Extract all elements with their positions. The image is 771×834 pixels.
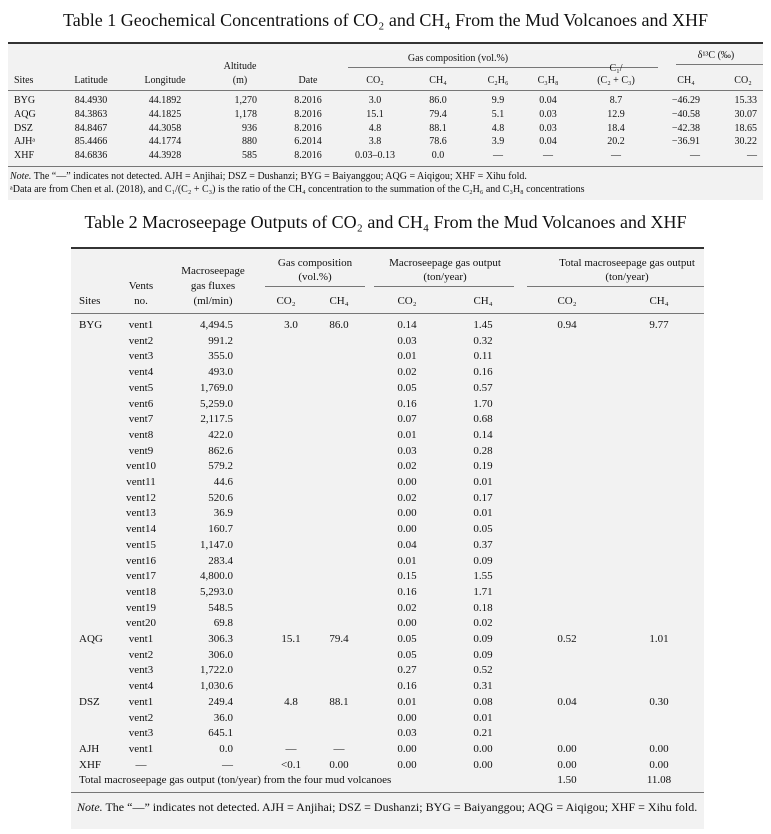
t1-latitude-header: Latitude [74, 75, 108, 86]
t2-output-unit: (ton/year) [423, 271, 467, 283]
t2-flux-header-1: Macroseepage [181, 265, 245, 277]
t2-cell-oco2: 0.14 [397, 319, 417, 331]
t1-cell-date: 8.2016 [294, 95, 322, 106]
t2-cell-flux: 306.0 [208, 648, 233, 661]
t2-cell-gch4: 0.00 [329, 758, 349, 771]
t2-gas-composition-unit: (vol.%) [298, 271, 332, 283]
t2-cell-oco2: 0.15 [397, 570, 417, 583]
t1-gas-group-label: Gas composition (vol.%) [407, 53, 509, 64]
t2-cell-flux: 1,769.0 [200, 381, 233, 394]
t1-cell-ch4: 86.0 [429, 95, 447, 106]
t2-cell-vent: vent4 [128, 680, 154, 693]
t2-cell-oco2: 0.00 [397, 523, 417, 536]
t1-co2-header: CO₂ [366, 75, 384, 86]
t2-cell-gco2: — [285, 742, 297, 755]
t1-d13c-group-rule [676, 64, 763, 65]
t2-cell-vent: vent4 [128, 366, 154, 379]
t2-cell-flux: 1,722.0 [200, 664, 233, 677]
t2-cell-vent: vent2 [128, 711, 154, 724]
t2-cell-flux: 4,800.0 [200, 570, 233, 583]
t2-cell-oco2: 0.05 [397, 381, 417, 394]
t1-cell-alt: 1,270 [234, 95, 257, 106]
t2-cell-flux: — [222, 758, 233, 771]
t2-cell-site: XHF [79, 758, 102, 771]
t1-cell-ratio: — [611, 150, 621, 162]
t2-cell-och4: 0.19 [473, 460, 493, 473]
t1-d13c-group-label: δ¹³C (‰) [697, 50, 735, 61]
t1-cell-dco2: — [747, 150, 757, 162]
t1-cell-ch4: 78.6 [429, 136, 447, 148]
t1-cell-lat: 85.4466 [74, 136, 108, 148]
t2-cell-tch4: 9.77 [649, 319, 669, 331]
t2-cell-oco2: 0.27 [397, 664, 417, 677]
t1-cell-c2h6: 4.8 [491, 122, 505, 134]
t1-footnote: ᵃData are from Chen et al. (2018), and C₁/(C₂ + C₃) is the ratio of the CH₄ concentration to the summation of the C₂H₆ and C₃H₈ concentrations [10, 184, 585, 195]
t1-cell-lon: 44.3058 [148, 122, 182, 134]
t2-cell-och4: 0.01 [473, 711, 493, 724]
t1-cell-date: 8.2016 [294, 108, 322, 120]
t2-cell-tch4: 0.00 [649, 742, 669, 755]
t1-cell-dco2: 30.22 [734, 136, 757, 148]
table2-title: Table 2 Macroseepage Outputs of CO₂ and CH₄ From the Mud Volcanoes and XHF [84, 212, 687, 232]
t2-cell-tco2: 0.52 [557, 633, 577, 645]
t2-to-ch4-header: CH₄ [649, 295, 669, 307]
t2-cell-oco2: 0.01 [397, 554, 417, 567]
t2-cell-vent: vent1 [128, 695, 154, 708]
t2-cell-vent: vent11 [126, 476, 156, 488]
t1-cell-co2: 3.8 [368, 136, 382, 148]
t2-cell-oco2: 0.16 [397, 680, 417, 693]
t2-cell-vent: vent18 [126, 585, 156, 598]
t2-cell-vent: vent12 [126, 491, 156, 504]
t2-cell-och4: 0.11 [473, 350, 493, 363]
t1-cell-ratio: 12.9 [607, 108, 625, 120]
t2-cell-och4: 0.01 [473, 476, 493, 488]
t2-cell-site: DSZ [79, 695, 100, 708]
t2-cell-och4: 0.17 [473, 491, 493, 504]
t2-header-rule [71, 313, 704, 314]
t2-cell-och4: 1.45 [473, 319, 493, 331]
t2-cell-oco2: 0.16 [397, 397, 417, 410]
t2-cell-flux: 548.5 [208, 601, 233, 614]
t2-cell-tco2: 0.00 [557, 758, 577, 771]
t2-cell-vent: vent14 [126, 523, 156, 536]
t2-cell-oco2: 0.02 [397, 366, 417, 379]
t2-cell-tco2: 0.94 [557, 319, 577, 331]
t2-cell-gco2: 15.1 [281, 633, 301, 645]
t2-cell-och4: 0.09 [473, 648, 493, 661]
t1-bottom-rule [8, 166, 763, 167]
t2-cell-vent: vent19 [126, 601, 156, 614]
t2-cell-vent: vent13 [126, 507, 156, 520]
t2-cell-och4: 0.57 [473, 381, 493, 394]
t2-cell-oco2: 0.07 [397, 413, 417, 426]
t2-cell-flux: 862.6 [208, 444, 233, 457]
t1-cell-c3h8: 0.03 [539, 122, 557, 134]
t2-cell-oco2: 0.05 [397, 633, 417, 645]
t2-cell-flux: 2,117.5 [200, 413, 233, 426]
t2-cell-oco2: 0.04 [397, 538, 417, 551]
t2-cell-oco2: 0.00 [397, 617, 417, 630]
t2-cell-och4: 0.00 [473, 758, 493, 771]
t2-cell-oco2: 0.00 [397, 476, 417, 488]
t2-cell-site: AQG [79, 633, 103, 645]
t2-cell-vent: vent16 [126, 554, 156, 567]
t2-cell-flux: 36.0 [213, 711, 233, 724]
t1-cell-ratio: 18.4 [607, 122, 625, 134]
t1-cell-dch4: −36.91 [671, 136, 700, 148]
t2-cell-oco2: 0.01 [397, 350, 417, 363]
t2-cell-oco2: 0.02 [397, 601, 417, 614]
t2-cell-tch4: 1.01 [649, 633, 669, 645]
t2-cell-oco2: 0.01 [397, 428, 417, 441]
t1-cell-dch4: −40.58 [671, 108, 700, 120]
t2-cell-vent: vent3 [128, 727, 154, 740]
t2-cell-oco2: 0.16 [397, 585, 417, 598]
t1-cell-dch4: −42.38 [671, 122, 700, 134]
t2-cell-flux: 160.7 [208, 523, 233, 536]
t2-cell-oco2: 0.03 [397, 444, 417, 457]
t2-cell-flux: 579.2 [208, 460, 233, 473]
t2-cell-och4: 0.52 [473, 664, 493, 677]
t2-cell-flux: 0.0 [219, 742, 233, 755]
t2-cell-och4: 1.55 [473, 570, 493, 583]
t2-cell-gco2: 4.8 [284, 695, 298, 708]
t1-cell-alt: 1,178 [234, 108, 257, 120]
t2-cell-vent: vent8 [128, 428, 154, 441]
t2-gc-ch4-header: CH₄ [329, 295, 349, 307]
t2-cell-och4: 1.70 [473, 397, 493, 410]
t1-cell-ch4: 0.0 [431, 150, 445, 162]
t1-cell-c3h8: 0.04 [539, 95, 557, 106]
t2-cell-gch4: 86.0 [329, 319, 349, 331]
t1-dco2-header: CO₂ [734, 75, 752, 86]
t2-cell-tco2: 0.00 [557, 742, 577, 755]
t2-cell-oco2: 0.00 [397, 758, 417, 771]
t2-cell-vent: vent1 [128, 633, 154, 645]
t2-cell-oco2: 0.03 [397, 334, 417, 347]
t1-cell-dch4: −46.29 [671, 95, 700, 106]
t1-ratio-top: C₁/ [609, 63, 623, 74]
t2-cell-oco2: 0.00 [397, 742, 417, 755]
t2-cell-flux: 283.4 [208, 554, 233, 567]
t1-cell-site: XHF [14, 150, 35, 162]
t2-cell-oco2: 0.02 [397, 491, 417, 504]
t1-sites-header: Sites [14, 75, 34, 86]
t1-cell-lon: 44.1892 [148, 95, 182, 106]
t1-cell-co2: 4.8 [368, 122, 382, 134]
t2-cell-flux: 249.4 [208, 695, 233, 708]
t2-cell-oco2: 0.03 [397, 727, 417, 740]
t1-note-text: The “—” indicates not detected. AJH = Anjihai; DSZ = Dushanzi; BYG = Baiyanggou; AQG = Aiqigou; XHF = Xihu fold. [31, 171, 527, 182]
t2-cell-och4: 0.09 [473, 554, 493, 567]
t2-cell-site: BYG [79, 319, 103, 331]
t2-sites-header: Sites [79, 295, 101, 307]
t2-cell-flux: 645.1 [208, 727, 233, 740]
t2-cell-vent: vent7 [128, 413, 154, 426]
t2-output-label: Macroseepage gas output [389, 257, 501, 269]
t1-cell-co2: 0.03–0.13 [355, 150, 395, 162]
t1-cell-site: AJHᵃ [14, 136, 36, 148]
t2-mo-rule [374, 286, 514, 287]
t2-note-label: Note. [77, 800, 103, 814]
t2-no-header: no. [134, 295, 148, 307]
t1-ch4-header: CH₄ [429, 75, 447, 86]
t2-bottom-rule [71, 792, 704, 793]
t2-total-label: Total macroseepage gas output (ton/year) from the four mud volcanoes [79, 774, 392, 787]
t1-cell-site: DSZ [14, 122, 33, 134]
t2-total-ch4: 11.08 [646, 774, 672, 787]
t1-cell-ch4: 88.1 [429, 122, 447, 134]
t1-cell-c2h6: 9.9 [491, 95, 505, 106]
t2-flux-header-3: (ml/min) [193, 295, 233, 307]
t1-cell-lon: 44.1774 [148, 136, 182, 148]
t2-cell-flux: 5,259.0 [200, 397, 233, 410]
t1-note-label: Note. [10, 171, 32, 182]
t2-cell-flux: 1,147.0 [200, 538, 233, 551]
t1-cell-site: BYG [14, 95, 36, 106]
t2-cell-vent: vent3 [128, 664, 154, 677]
t1-cell-co2: 15.1 [366, 108, 384, 120]
t2-cell-tco2: 0.04 [557, 695, 577, 708]
t2-mo-co2-header: CO₂ [397, 295, 417, 307]
t2-cell-flux: 1,030.6 [200, 680, 233, 693]
t2-gc-co2-header: CO₂ [276, 295, 296, 307]
t1-notes [10, 170, 760, 196]
t2-cell-gco2: <0.1 [281, 758, 301, 771]
t1-c3h8-header: C₃H₈ [537, 75, 559, 86]
t1-longitude-header: Longitude [144, 75, 186, 86]
t1-cell-c2h6: — [493, 150, 503, 162]
t2-total-co2: 1.50 [557, 774, 577, 787]
t1-cell-dco2: 30.07 [734, 108, 757, 120]
t1-cell-date: 8.2016 [294, 150, 322, 162]
t2-cell-gch4: 88.1 [329, 695, 349, 708]
t2-cell-flux: 520.6 [208, 491, 233, 504]
t2-cell-och4: 0.01 [473, 507, 493, 520]
t2-cell-vent: vent9 [128, 444, 154, 457]
t2-cell-oco2: 0.05 [397, 648, 417, 661]
t2-cell-vent: vent20 [126, 617, 156, 630]
t2-to-rule [527, 286, 704, 287]
t1-cell-c3h8: 0.04 [539, 136, 557, 148]
t1-cell-date: 6.2014 [294, 136, 322, 148]
t2-cell-och4: 0.28 [473, 444, 493, 457]
t1-cell-alt: 585 [242, 150, 257, 162]
t2-total-output-label: Total macroseepage gas output [559, 257, 695, 269]
t2-cell-och4: 0.14 [473, 428, 493, 441]
t1-cell-c3h8: 0.03 [539, 108, 557, 120]
t1-date-header: Date [298, 75, 318, 86]
t2-cell-och4: 1.71 [473, 585, 493, 598]
t2-cell-flux: 5,293.0 [200, 585, 233, 598]
t1-altitude-header: Altitude [223, 61, 257, 72]
t2-cell-flux: 306.3 [208, 633, 233, 645]
t2-cell-oco2: 0.00 [397, 711, 417, 724]
t1-cell-date: 8.2016 [294, 122, 322, 134]
t2-cell-vent: vent3 [128, 350, 154, 363]
t2-cell-vent: vent2 [128, 648, 154, 661]
t2-cell-vent: vent15 [126, 538, 156, 551]
t1-cell-alt: 880 [242, 136, 257, 148]
t2-cell-och4: 0.05 [473, 523, 493, 536]
t2-cell-flux: 355.0 [208, 350, 233, 363]
t2-cell-tch4: 0.30 [649, 695, 669, 708]
t2-cell-vent: vent17 [126, 570, 156, 583]
t2-cell-vent: — [135, 758, 147, 771]
t1-cell-c2h6: 5.1 [491, 108, 505, 120]
t2-cell-gch4: — [333, 742, 345, 755]
t1-cell-alt: 936 [242, 122, 257, 134]
t2-vents-header: Vents [128, 280, 154, 292]
t2-gas-composition-label: Gas composition [277, 257, 353, 269]
t2-cell-vent: vent1 [128, 319, 154, 331]
t1-cell-co2: 3.0 [368, 95, 382, 106]
t2-cell-och4: 0.09 [473, 633, 493, 645]
t2-cell-och4: 0.16 [473, 366, 493, 379]
t1-cell-lon: 44.1825 [148, 108, 182, 120]
t2-cell-flux: 36.9 [213, 507, 233, 520]
t1-cell-ratio: 8.7 [609, 95, 623, 106]
t2-cell-och4: 0.08 [473, 695, 493, 708]
t2-cell-och4: 0.68 [473, 413, 493, 426]
t2-cell-vent: vent1 [128, 742, 154, 755]
t2-cell-oco2: 0.02 [397, 460, 417, 473]
t2-cell-gch4: 79.4 [329, 633, 349, 645]
t1-header-rule [8, 90, 763, 91]
t2-cell-flux: 4,494.5 [200, 319, 233, 331]
t1-altitude-unit: (m) [232, 75, 248, 86]
table1-title: Table 1 Geochemical Concentrations of CO₂ and CH₄ From the Mud Volcanoes and XHF [62, 10, 708, 30]
t2-cell-site: AJH [79, 742, 100, 755]
t2-cell-oco2: 0.00 [397, 507, 417, 520]
t1-cell-lat: 84.6836 [74, 150, 108, 162]
t1-cell-c3h8: — [543, 150, 553, 162]
t1-ratio-bottom: (C₂ + C₃) [597, 75, 635, 86]
t2-cell-flux: 991.2 [208, 334, 233, 347]
t1-cell-dco2: 18.65 [734, 122, 757, 134]
t2-cell-och4: 0.32 [473, 334, 493, 347]
t2-cell-gco2: 3.0 [284, 319, 298, 331]
t2-to-co2-header: CO₂ [557, 295, 577, 307]
table2 [71, 247, 704, 829]
t2-cell-vent: vent5 [128, 381, 154, 394]
t2-cell-flux: 69.8 [213, 617, 233, 630]
t2-note-text: The “—” indicates not detected. AJH = Anjihai; DSZ = Dushanzi; BYG = Baiyanggou; AQG = Aiqigou; XHF = Xihu fold. [102, 800, 698, 814]
t2-cell-och4: 0.00 [473, 742, 493, 755]
t1-c2h6-header: C₂H₆ [487, 75, 509, 86]
t2-cell-flux: 44.6 [213, 476, 233, 488]
t1-cell-dco2: 15.33 [734, 95, 757, 106]
t2-total-output-unit: (ton/year) [605, 271, 649, 283]
t1-dch4-header: CH₄ [677, 75, 695, 86]
t2-flux-header-2: gas fluxes [190, 280, 236, 292]
t1-cell-dch4: — [690, 150, 700, 162]
t2-cell-och4: 0.02 [473, 617, 493, 630]
t2-cell-flux: 493.0 [208, 366, 233, 379]
t2-gc-rule [265, 286, 365, 287]
t2-cell-och4: 0.31 [473, 680, 493, 693]
t2-cell-och4: 0.18 [473, 601, 493, 614]
t2-cell-vent: vent6 [128, 397, 154, 410]
t1-cell-lat: 84.4930 [74, 95, 108, 106]
t2-cell-oco2: 0.01 [397, 695, 417, 708]
t2-notes [77, 799, 699, 815]
t1-cell-lon: 44.3928 [148, 150, 182, 162]
t2-cell-flux: 422.0 [208, 428, 233, 441]
t1-cell-site: AQG [14, 108, 36, 120]
t2-cell-och4: 0.21 [473, 727, 493, 740]
t2-cell-tch4: 0.00 [649, 758, 669, 771]
t1-cell-ch4: 79.4 [429, 108, 447, 120]
t1-cell-lat: 84.3863 [74, 108, 108, 120]
t1-cell-lat: 84.8467 [74, 122, 108, 134]
t1-cell-c2h6: 3.9 [491, 136, 505, 148]
t2-cell-och4: 0.37 [473, 538, 493, 551]
t2-mo-ch4-header: CH₄ [473, 295, 493, 307]
t2-cell-vent: vent2 [128, 334, 154, 347]
t1-cell-ratio: 20.2 [607, 136, 625, 148]
t2-cell-vent: vent10 [126, 460, 156, 473]
